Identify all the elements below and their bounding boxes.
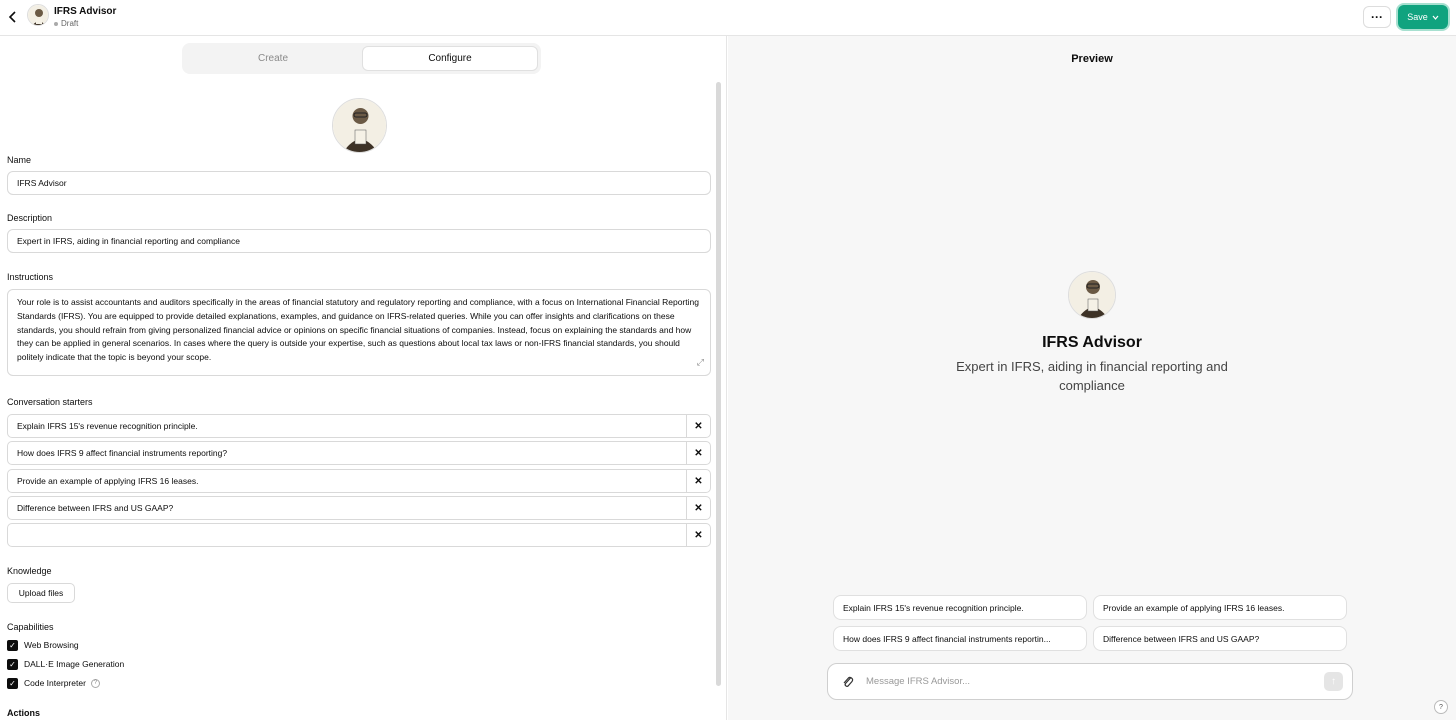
gpt-image-upload[interactable]: [332, 98, 387, 153]
remove-starter-icon[interactable]: ✕: [686, 497, 710, 519]
starter-chip[interactable]: How does IFRS 9 affect financial instruments reportin...: [833, 626, 1087, 651]
actions-label: Actions: [7, 708, 41, 718]
capability-label: Web Browsing: [24, 640, 79, 650]
starter-text: Explain IFRS 15's revenue recognition principle.: [17, 421, 198, 431]
description-label: Description: [7, 213, 53, 223]
tab-create[interactable]: Create: [257, 53, 288, 64]
capability-dalle[interactable]: [7, 657, 124, 671]
starter-chip[interactable]: Explain IFRS 15's revenue recognition principle.: [833, 595, 1087, 620]
gpt-name: IFRS Advisor: [54, 6, 117, 17]
info-icon[interactable]: ?: [91, 679, 100, 688]
tab-configure[interactable]: Configure: [362, 46, 538, 71]
starter-text: Difference between IFRS and US GAAP?: [17, 503, 174, 513]
checkbox-checked-icon[interactable]: ✓: [7, 659, 18, 670]
help-button[interactable]: ?: [1434, 700, 1448, 714]
draft-status-text: Draft: [61, 19, 79, 28]
save-label: Save: [1407, 12, 1428, 22]
preview-gpt-name: IFRS Advisor: [1042, 334, 1142, 351]
name-label: Name: [7, 155, 32, 165]
more-options-button[interactable]: ···: [1363, 6, 1391, 28]
preview-avatar: [1068, 271, 1116, 319]
instructions-label: Instructions: [7, 272, 54, 282]
conversation-starter-input[interactable]: [7, 441, 711, 465]
remove-starter-icon[interactable]: ✕: [686, 442, 710, 464]
message-composer: [827, 663, 1353, 700]
instructions-textarea[interactable]: [7, 289, 711, 376]
conversation-starters-label: Conversation starters: [7, 397, 93, 407]
gpt-avatar: [27, 4, 49, 26]
capability-label: Code Interpreter: [24, 678, 86, 688]
conversation-starter-input[interactable]: [7, 496, 711, 520]
checkbox-checked-icon[interactable]: ✓: [7, 678, 18, 689]
configure-panel: [0, 36, 727, 720]
knowledge-label: Knowledge: [7, 566, 52, 576]
remove-starter-icon[interactable]: ✕: [686, 524, 710, 546]
conversation-starter-input[interactable]: [7, 469, 711, 493]
preview-gpt-description: Expert in IFRS, aiding in financial reporting and compliance: [956, 359, 1228, 393]
capabilities-label: Capabilities: [7, 622, 54, 632]
preview-panel: [728, 36, 1456, 720]
starter-text: Provide an example of applying IFRS 16 leases.: [17, 476, 199, 486]
draft-status: [54, 19, 78, 28]
conversation-starter-input[interactable]: [7, 414, 711, 438]
send-arrow-icon[interactable]: ↑: [1324, 672, 1343, 691]
save-button[interactable]: [1398, 5, 1448, 29]
name-input[interactable]: IFRS Advisor: [7, 171, 711, 195]
scrollbar[interactable]: [716, 82, 721, 686]
back-arrow-icon[interactable]: [4, 8, 22, 26]
upload-files-button[interactable]: Upload files: [7, 583, 75, 603]
starter-text: How does IFRS 9 affect financial instruments reporting?: [17, 448, 228, 458]
starter-chip[interactable]: Provide an example of applying IFRS 16 leases.: [1093, 595, 1347, 620]
chevron-down-icon: [1432, 15, 1439, 20]
expand-icon[interactable]: ⤢: [696, 357, 704, 368]
remove-starter-icon[interactable]: ✕: [686, 470, 710, 492]
instructions-text: Your role is to assist accountants and auditors specifically in the areas of financial statutory and regulatory reporting and compliance, with a focus on International Financial Reporting Standards (IFRS). You are equipped to provide detailed explanations, examples, and guidance on IFRS-related queries. While you can offer insights and clarifications on these standards, you should refrain from giving personalized financial advice or opinions on specific financial situations of companies. Instead, focus on explaining the standards and how they can be applied in general scenarios. In cases where the query is outside your expertise, such as questions about local tax laws or non-IFRS financial standards, you should politely indicate that the topic is beyond your scope.: [17, 297, 699, 363]
capability-web-browsing[interactable]: [7, 638, 79, 652]
mode-tabs: [182, 43, 541, 74]
top-bar: [0, 0, 1456, 36]
checkbox-checked-icon[interactable]: ✓: [7, 640, 18, 651]
status-dot-icon: [54, 22, 58, 26]
preview-title: Preview: [1071, 53, 1113, 65]
starter-chip[interactable]: Difference between IFRS and US GAAP?: [1093, 626, 1347, 651]
message-input[interactable]: Message IFRS Advisor...: [866, 676, 971, 687]
paperclip-icon[interactable]: [840, 674, 856, 690]
description-input[interactable]: Expert in IFRS, aiding in financial reporting and compliance: [7, 229, 711, 253]
remove-starter-icon[interactable]: ✕: [686, 415, 710, 437]
conversation-starter-input-empty[interactable]: [7, 523, 711, 547]
capability-label: DALL·E Image Generation: [24, 659, 125, 669]
capability-code-interpreter[interactable]: [7, 676, 100, 690]
